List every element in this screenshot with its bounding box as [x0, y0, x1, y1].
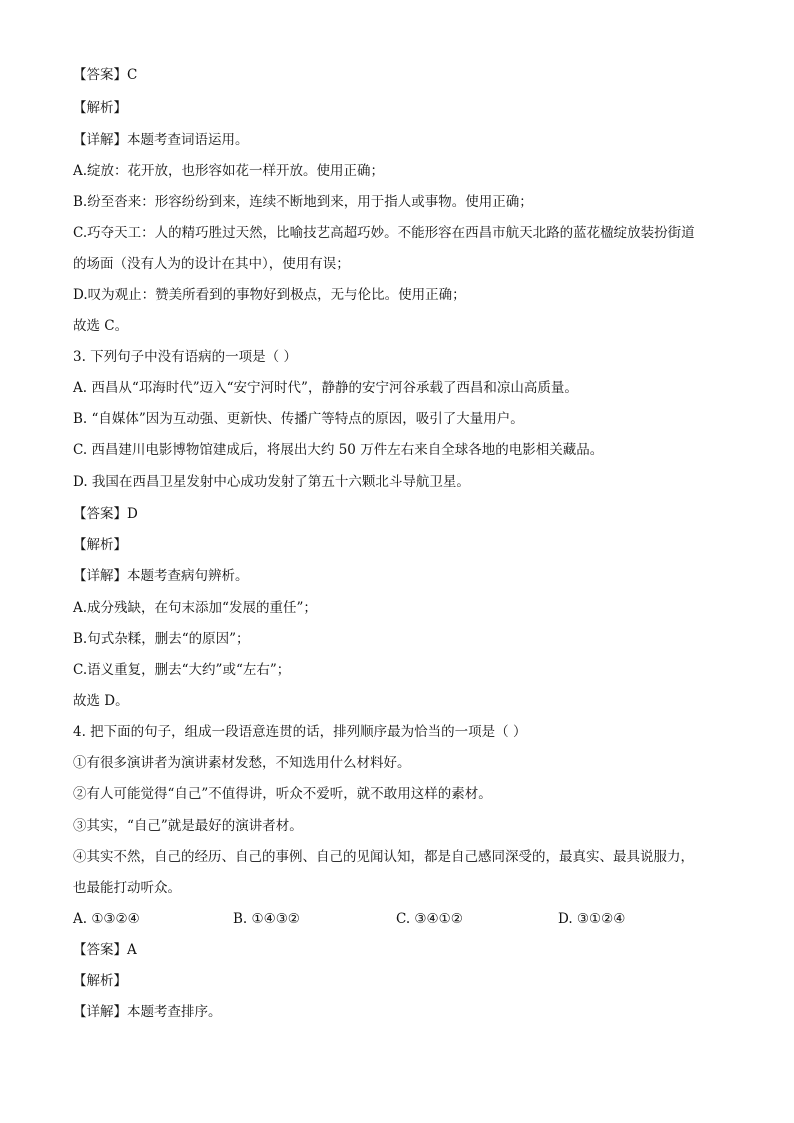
q4-analysis-line: [73, 971, 127, 991]
detail-tag: 【详解】: [73, 568, 127, 584]
answer-tag: 【答案】: [73, 67, 127, 83]
q4-sentence-4: ④其实不然，自己的经历、自己的事例、自己的见闻认知，都是自己感同深受的，最真实、最具说服力，: [73, 849, 694, 865]
q4-stem: 4. 把下面的句子，组成一段语意连贯的话，排列顺序最为恰当的一项是（ ）: [73, 724, 527, 740]
q3-explanation-a: A.成分残缺，在句末添加“发展的重任”；: [73, 600, 317, 616]
q4-sentence-4-cont: 也最能打动听众。: [73, 880, 181, 896]
q3-conclusion: 故选 D。: [73, 693, 129, 709]
q3-stem: 3. 下列句子中没有语病的一项是（ ）: [73, 349, 297, 365]
q3-option-b: B. “自媒体”因为互动强、更新快、传播广等特点的原因，吸引了大量用户。: [73, 411, 524, 427]
q2-conclusion: 故选 C。: [73, 318, 129, 334]
q4-option-d: D. ③①②④: [558, 911, 626, 927]
q4-sentence-2: ②有人可能觉得“自己”不值得讲，听众不爱听，就不敢用这样的素材。: [73, 786, 492, 802]
q3-option-a: A. 西昌从“邛海时代”迈入“安宁河时代”，静静的安宁河谷承载了西昌和凉山高质量。: [73, 380, 578, 396]
q2-explanation-b: B.纷至沓来：形容纷纷到来，连续不断地到来，用于指人或事物。使用正确；: [73, 194, 533, 210]
answer-value: A: [127, 942, 137, 958]
q3-analysis-line: [73, 535, 127, 555]
answer-tag: 【答案】: [73, 506, 127, 522]
detail-tag: 【详解】: [73, 1004, 127, 1020]
q3-explanation-b: B.句式杂糅，删去“的原因”；: [73, 631, 250, 647]
q4-option-b: B. ①④③②: [233, 911, 300, 927]
detail-text: 本题考查词语运用。: [127, 132, 249, 148]
answer-value: C: [127, 67, 138, 83]
q4-answer-line: [73, 940, 137, 960]
q4-option-c: C. ③④①②: [396, 911, 463, 927]
detail-tag: 【详解】: [73, 132, 127, 148]
q4-options: [73, 909, 673, 929]
q2-explanation-c: C.巧夺天工：人的精巧胜过天然，比喻技艺高超巧妙。不能形容在西昌市航天北路的蓝花楹绽放装扮街道: [73, 225, 695, 241]
q4-detail-line: [73, 1002, 222, 1022]
analysis-tag: 【解析】: [73, 973, 127, 989]
q2-explanation-c-cont: 的场面（没有人为的设计在其中），使用有误；: [73, 256, 350, 272]
q2-explanation-a: A.绽放：花开放，也形容如花一样开放。使用正确；: [73, 163, 385, 179]
answer-tag: 【答案】: [73, 942, 127, 958]
detail-text: 本题考查排序。: [127, 1004, 222, 1020]
analysis-tag: 【解析】: [73, 537, 127, 553]
q3-option-d: D. 我国在西昌卫星发射中心成功发射了第五十六颗北斗导航卫星。: [73, 474, 470, 490]
q3-explanation-c: C.语义重复，删去“大约”或“左右”；: [73, 662, 291, 678]
q2-explanation-d: D.叹为观止：赞美所看到的事物好到极点，无与伦比。使用正确；: [73, 287, 466, 303]
q3-answer-line: [73, 504, 138, 524]
answer-value: D: [127, 506, 138, 522]
q2-answer-line: [73, 65, 137, 85]
q2-detail-line: [73, 130, 249, 150]
analysis-tag: 【解析】: [73, 100, 127, 116]
detail-text: 本题考查病句辨析。: [127, 568, 249, 584]
q3-detail-line: [73, 566, 249, 586]
q3-option-c: C. 西昌建川电影博物馆建成后，将展出大约 50 万件左右来自全球各地的电影相关藏品。: [73, 442, 604, 458]
q4-sentence-3: ③其实，“自己”就是最好的演讲者材。: [73, 818, 303, 834]
q2-analysis-line: [73, 98, 127, 118]
q4-option-a: A. ①③②④: [73, 911, 140, 927]
q4-sentence-1: ①有很多演讲者为演讲素材发愁，不知选用什么材料好。: [73, 755, 411, 771]
